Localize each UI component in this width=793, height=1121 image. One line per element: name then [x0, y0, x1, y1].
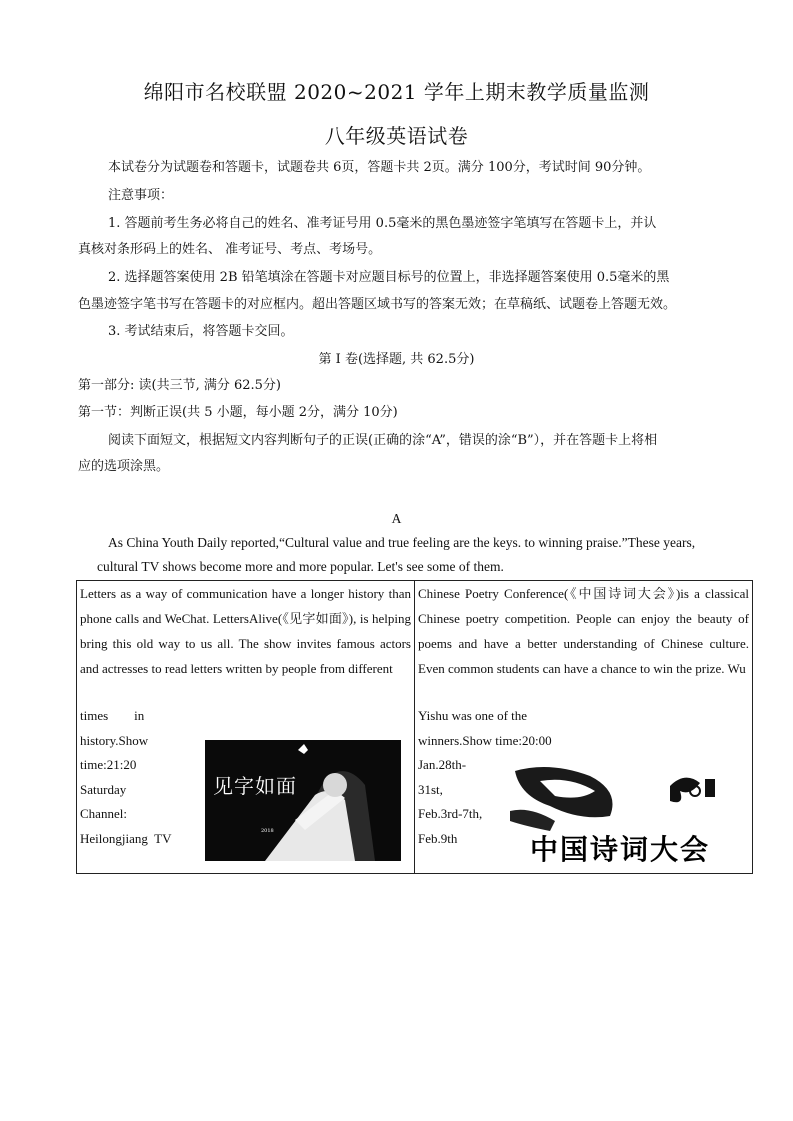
part-heading: 第一部分: 读(共三节, 满分 62.5分): [78, 378, 281, 393]
notice-item-1-cont: 真核对条形码上的姓名、 准考证号、考点、考场号。: [78, 242, 382, 257]
letters-alive-description: Letters as a way of communication have a longer history than phone calls and WeChat. LettersAlive(《见字如面》), is helping bring this old way to us all. The show invites famous actors and actresses to read letters written by people from different: [80, 586, 411, 676]
letters-alive-cell: [77, 581, 415, 874]
poster-caption: 中国诗词大会: [530, 833, 711, 866]
schedule-line: times in: [80, 708, 145, 723]
passage-label: A: [391, 511, 402, 526]
schedule-line: Channel:: [80, 806, 127, 821]
poetry-conference-poster: [510, 761, 750, 869]
letters-alive-schedule: [80, 704, 200, 851]
notice-item-2-cont: 色墨迹签字笔书写在答题卡的对应框内。超出答题区域书写的答案无效；在草稿纸、试题卷上答题无效。: [78, 297, 677, 312]
schedule-line: Saturday: [80, 781, 127, 797]
schedule-line: history.Show: [80, 732, 149, 748]
poetry-conference-description: Chinese Poetry Conference(《中国诗词大会》)is a classical Chinese poetry competition. People can enjoy the beauty of poems and have a better understanding of Chinese culture. Even common students can have a chance to win the prize. Wu: [418, 586, 749, 676]
section-heading: 第一节：判断正误(共 5 小题，每小题 2分，满分 10分): [78, 405, 398, 420]
letters-alive-poster: [205, 740, 401, 861]
tv-show-table: [76, 580, 753, 874]
schedule-line: Heilongjiang TV: [80, 830, 172, 846]
schedule-line: Jan.28th-: [418, 757, 467, 772]
passage-intro: As China Youth Daily reported,“Cultural value and true feeling are the keys. to winning praise.”These years,: [108, 535, 696, 550]
passage-intro-cont: cultural TV shows become more and more popular. Let's see some of them.: [97, 559, 504, 574]
exam-title: 绵阳市名校联盟 2020~2021 学年上期末教学质量监测: [143, 80, 650, 104]
svg-text:2018: 2018: [261, 828, 274, 834]
exam-subtitle: 八年级英语试卷: [324, 124, 469, 148]
notice-item-2: 2. 选择题答案使用 2B 铅笔填涂在答题卡对应题目标号的位置上，非选择题答案使用 0.5毫米的黑: [108, 270, 670, 285]
instructions-cont: 应的选项涂黑。: [78, 459, 170, 474]
poetry-conference-cell: [415, 581, 753, 874]
schedule-line: 31st,: [418, 781, 443, 797]
schedule-line: Feb.9th: [418, 830, 458, 846]
instructions: 阅读下面短文，根据短文内容判断句子的正误(正确的涂“A”，错误的涂“B”），并在答题卡上将相: [108, 433, 658, 448]
schedule-line: time:21:20: [80, 757, 137, 772]
notice-item-3: 3. 考试结束后，将答题卡交回。: [108, 324, 294, 339]
notice-heading: 注意事项：: [108, 188, 174, 203]
schedule-line: Yishu was one of the: [418, 708, 528, 723]
notice-item-1: 1. 答题前考生务必将自己的姓名、准考证号用 0.5毫米的黑色墨迹签字笔填写在答题卡上，并认: [108, 216, 657, 231]
poster-caption: 见字如面: [213, 774, 297, 798]
volume-heading: 第 I 卷(选择题, 共 62.5分): [318, 352, 475, 367]
intro-line: 本试卷分为试题卷和答题卡，试题卷共 6页，答题卡共 2页。满分 100分，考试时间 90分钟。: [108, 160, 651, 175]
schedule-line: winners.Show time:20:00: [418, 732, 552, 748]
schedule-line: Feb.3rd-7th,: [418, 806, 483, 821]
